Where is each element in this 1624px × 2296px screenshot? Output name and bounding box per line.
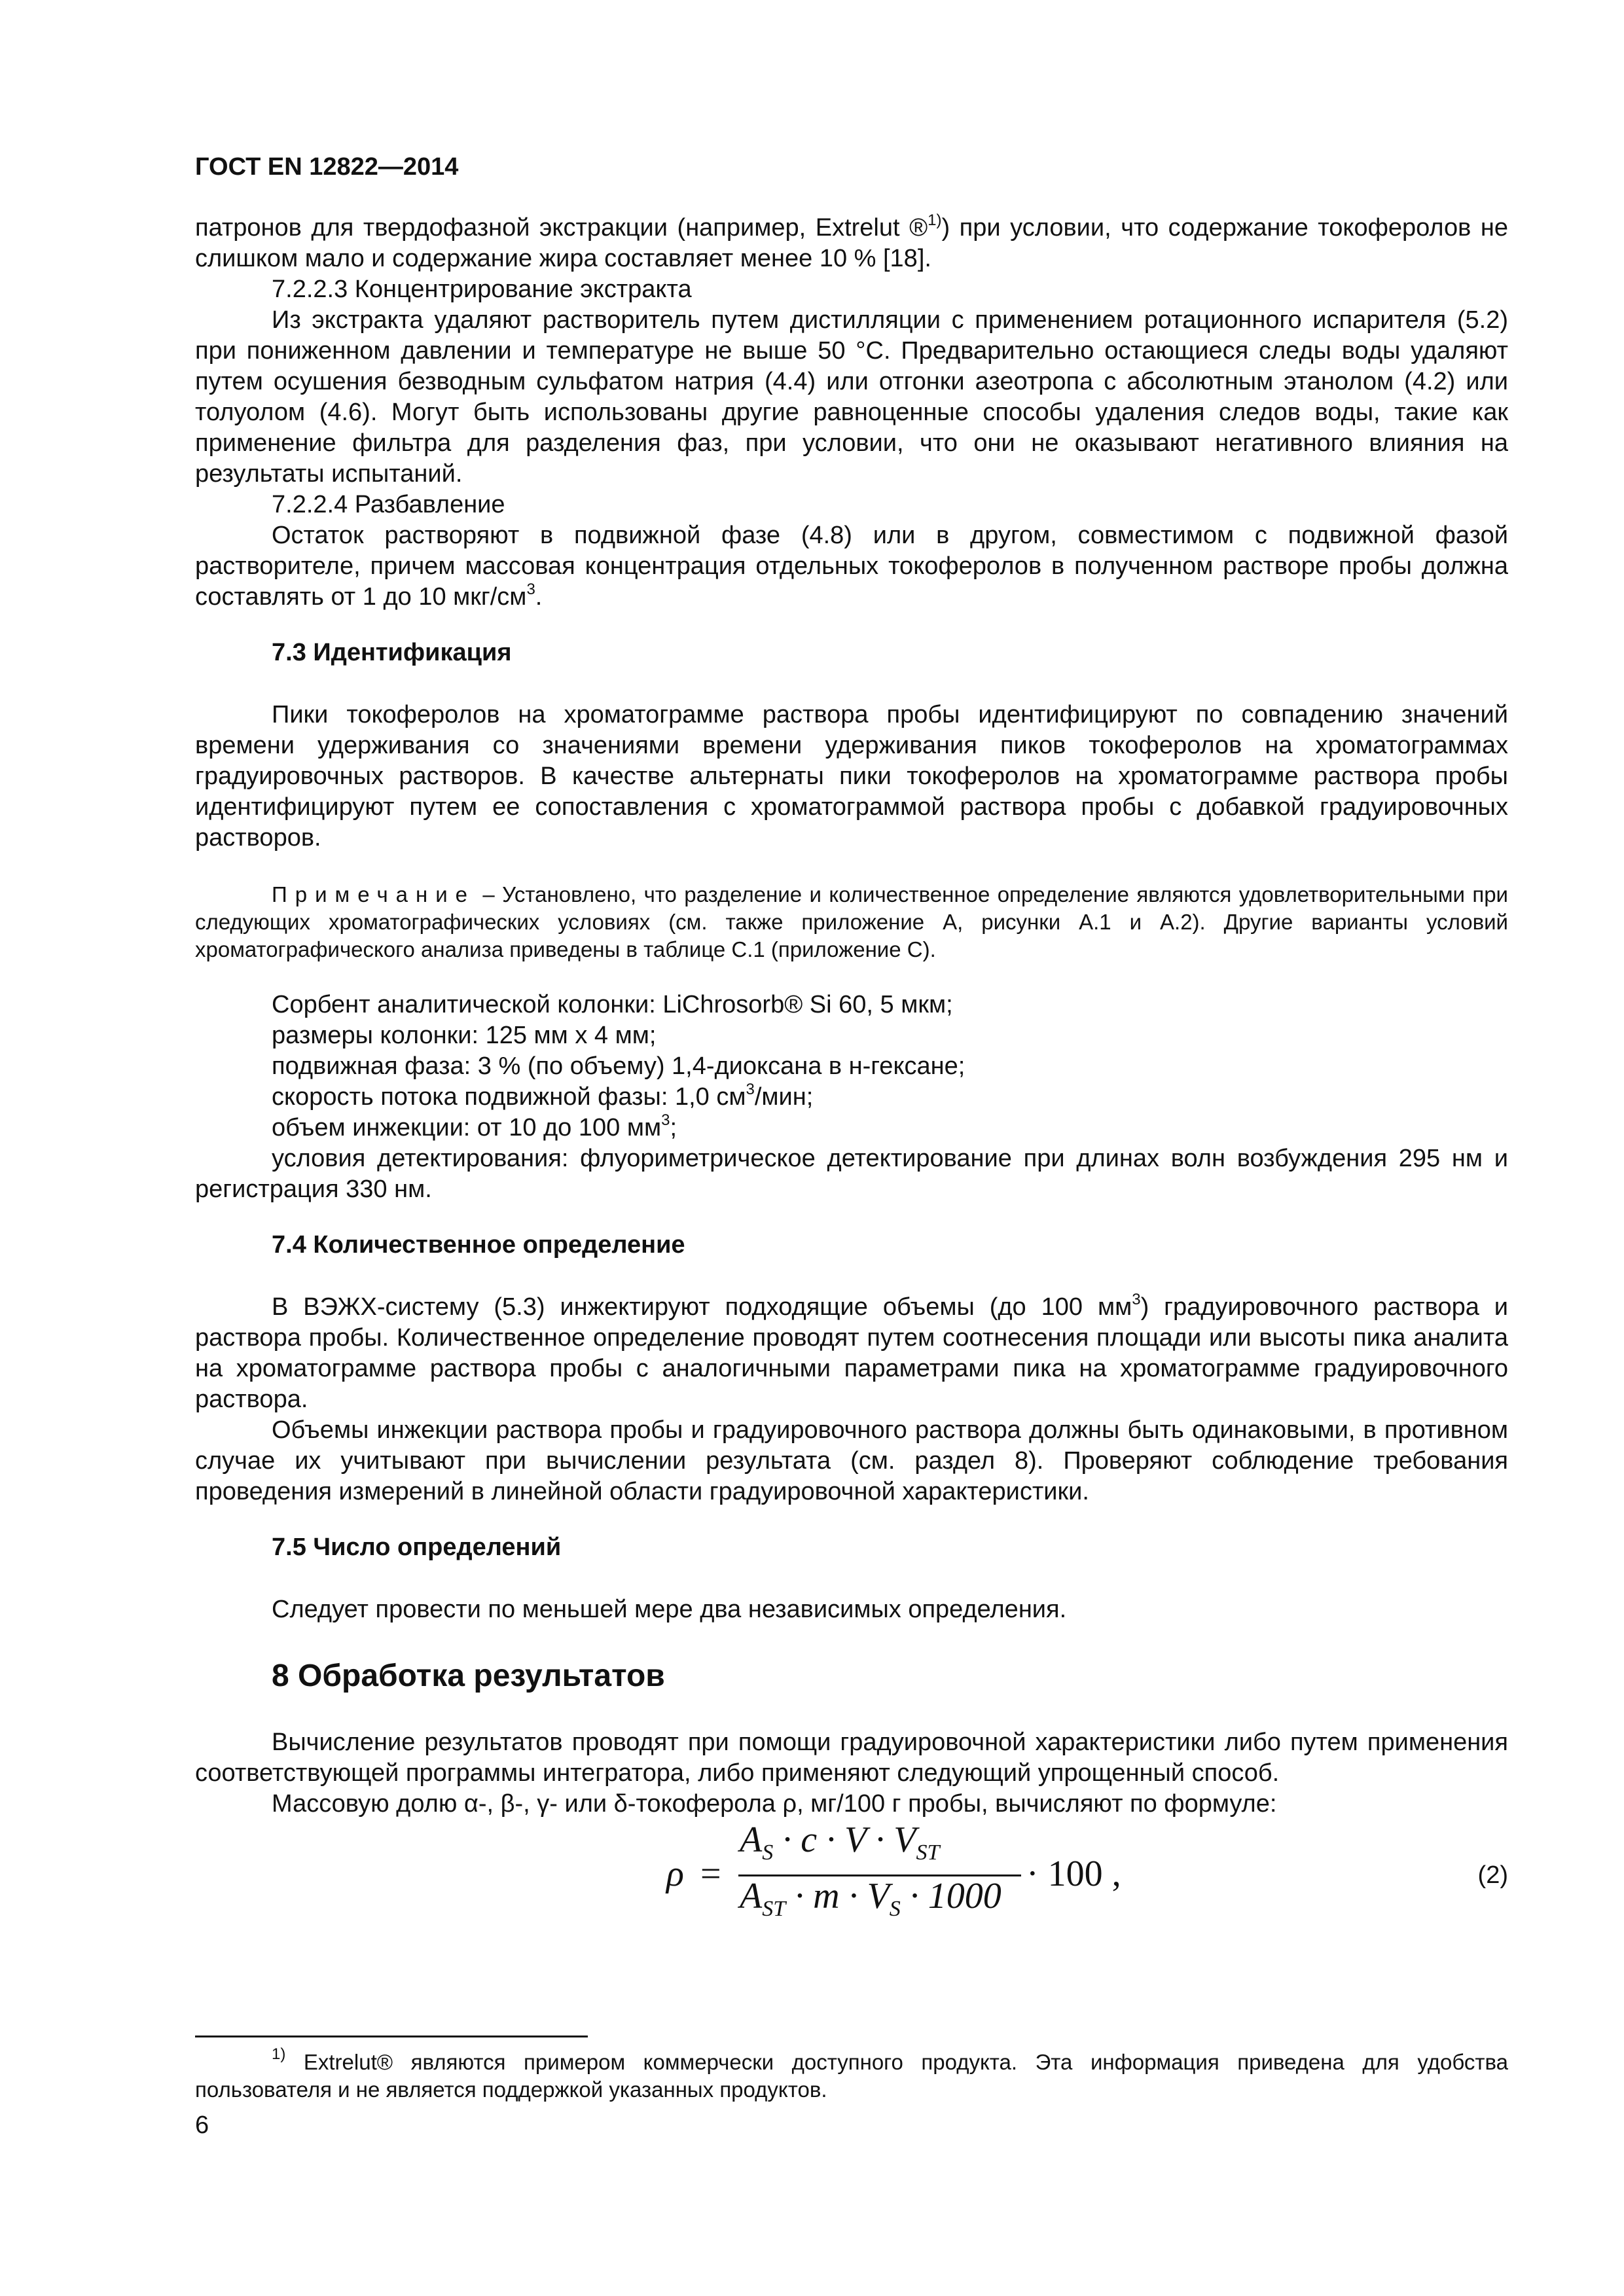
paragraph-cartridges: патронов для твердофазной экстракции (например, Extrelut ®$^{1)}$) при условии, что содержание токоферолов не слишком мало и содержание жира составляет менее 10 % [18]. [195, 211, 1508, 272]
formula-2 [195, 1820, 1508, 1929]
paragraph-injection-volumes: Объемы инжекции раствора пробы и градуировочного раствора должны быть одинаковыми, в противном случае их учитывают при вычислении результата (см. раздел 8). Проверяют соблюдение требования проведения измерений в линейной области градуировочной характеристики. [195, 1416, 1508, 1505]
note-text: – Установлено, что разделение и количественное определение являются удовлетворительными при следующих хроматографических условиях (см. также приложение А, рисунки А.1 и А.2). Другие варианты условий хроматографического анализа приведены в таблице С.1 (приложение С). [195, 882, 1508, 961]
subheading-7-2-2-3: 7.2.2.3 Концентрирование экстракта [272, 276, 692, 303]
formula-denominator: $A_{ST} \cdot m \cdot V_S \cdot 1000$ [740, 1876, 1001, 1921]
footnote-ref: 1) [928, 211, 942, 229]
condition-mobile-phase: подвижная фаза: 3 % (по объему) 1,4-диоксана в н-гексане; [272, 1052, 965, 1080]
footnote-mark: 1) [272, 2045, 286, 2063]
condition-sorbent: Сорбент аналитической колонки: LiChrosorb® Si 60, 5 мкм; [272, 991, 953, 1018]
page-number: 6 [195, 2111, 209, 2139]
condition-detection: условия детектирования: флуориметрическое детектирование при длинах волн возбуждения 295 нм и регистрация 330 нм. [195, 1145, 1508, 1203]
formula-equals: = [700, 1854, 721, 1894]
equation-number: (2) [1477, 1861, 1508, 1889]
formula-multiplier: · 100 , [1026, 1854, 1121, 1894]
paragraph-mass-fraction: Массовую долю α-, β-, γ- или δ-токоферола ρ, мг/100 г пробы, вычисляют по формуле: [272, 1790, 1277, 1818]
heading-7-4: 7.4 Количественное определение [272, 1231, 685, 1259]
page-content [195, 152, 1508, 1929]
heading-7-3: 7.3 Идентификация [272, 639, 512, 666]
paragraph-dilution: Остаток растворяют в подвижной фазе (4.8) или в другом, совместимом с подвижной фазой растворителе, причем массовая концентрация отдельных токоферолов в полученном растворе пробы должна составлять от 1 до 10 мкг/$см^3$. [195, 522, 1508, 611]
heading-7-5: 7.5 Число определений [272, 1534, 562, 1561]
document-header: ГОСТ EN 12822—2014 [195, 153, 459, 181]
footnote [195, 2045, 1508, 2104]
condition-injection-volume: объем инжекции: от 10 до 100 $мм^3$; [272, 1111, 677, 1141]
condition-column-size: размеры колонки: 125 мм х 4 мм; [272, 1022, 657, 1049]
paragraph-concentration: Из экстракта удаляют растворитель путем дистилляции с применением ротационного испарителя (5.2) при пониженном давлении и температуре не выше 50 °С. Предварительно остающиеся следы воды удаляют путем осушения безводным сульфатом натрия (4.4) или отгонки азеотропа с абсолютным этанолом (4.2) или толуолом (4.6). Могут быть использованы другие равноценные способы удаления следов воды, такие как применение фильтра для разделения фаз, при условии, что они не оказывают негативного влияния на результаты испытаний. [195, 306, 1508, 488]
note [195, 881, 1508, 963]
condition-flow-rate: скорость потока подвижной фазы: 1,0 $см^3$/мин; [272, 1081, 814, 1111]
formula-numerator: $A_S \cdot c \cdot V \cdot V_{ST}$ [740, 1820, 940, 1865]
paragraph-determinations: Следует провести по меньшей мере два независимых определения. [272, 1596, 1067, 1623]
formula-lhs: ρ [666, 1854, 684, 1894]
note-label: Примечание [272, 882, 476, 906]
paragraph-calculation: Вычисление результатов проводят при помощи градуировочной характеристики либо путем применения соответствующей программы интегратора, либо применяют следующий упрощенный способ. [195, 1729, 1508, 1787]
heading-8: 8 Обработка результатов [272, 1659, 665, 1693]
paragraph-identification: Пики токоферолов на хроматограмме раствора пробы идентифицируют по совпадению значений времени удерживания со значениями времени удерживания пиков токоферолов на хроматограммах градуировочных растворов. В качестве альтернаты пики токоферолов на хроматограмме раствора пробы идентифицируют путем ее сопоставления с хроматограммой раствора пробы с добавкой градуировочных растворов. [195, 701, 1508, 852]
paragraph-quantification: В ВЭЖХ-систему (5.3) инжектируют подходящие объемы (до 100 $мм^3$) градуировочного раствора и раствора пробы. Количественное определение проводят путем соотнесения площади или высоты пика аналита на хроматограмме раствора пробы с аналогичными параметрами пика на хроматограмме градуировочного раствора. [195, 1291, 1509, 1413]
footnote-text: Extrelut® являются примером коммерчески доступного продукта. Эта информация приведена для удобства пользователя и не является поддержкой указанных продуктов. [195, 2050, 1508, 2102]
footnote-rule [195, 2036, 588, 2037]
conditions-list [195, 990, 1508, 1205]
subheading-7-2-2-4: 7.2.2.4 Разбавление [272, 491, 505, 518]
